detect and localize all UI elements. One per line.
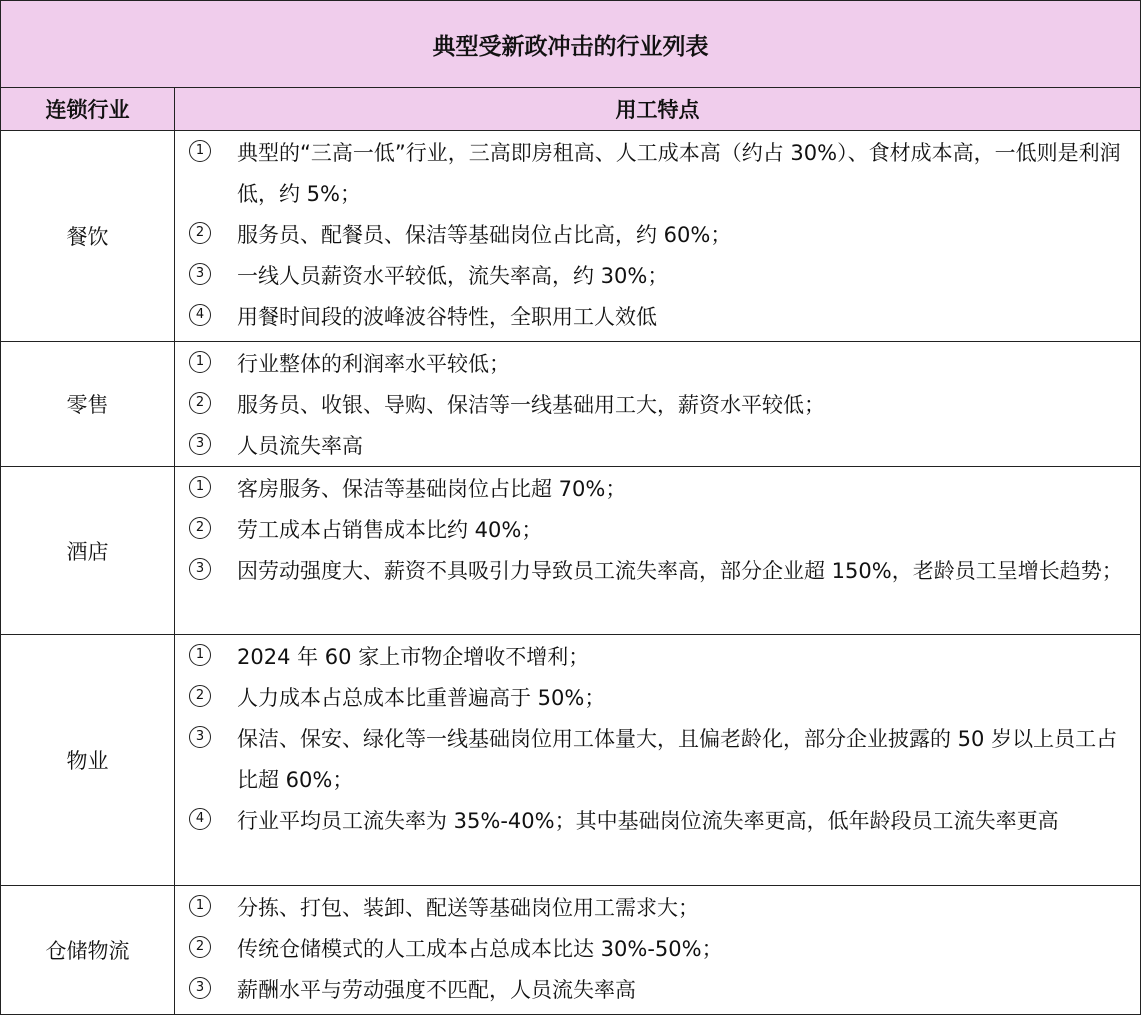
item-text: 人力成本占总成本比重普遍高于 50%； xyxy=(237,686,606,710)
item-number-badge: 2 xyxy=(189,392,211,414)
item-text: 客房服务、保洁等基础岗位占比超 70%； xyxy=(237,477,627,501)
item-number-badge: 3 xyxy=(189,558,211,580)
item-number-badge: 1 xyxy=(189,895,211,917)
item-text: 服务员、收银、导购、保洁等一线基础用工大，薪资水平较低； xyxy=(237,393,825,417)
item-text: 人员流失率高 xyxy=(237,434,363,458)
item-text: 分拣、打包、装卸、配送等基础岗位用工需求大； xyxy=(237,896,699,920)
industry-cell: 仓储物流 xyxy=(0,886,175,1015)
item-text: 服务员、配餐员、保洁等基础岗位占比高，约 60%； xyxy=(237,223,732,247)
item-number-badge: 1 xyxy=(189,644,211,666)
item-text: 薪酬水平与劳动强度不匹配，人员流失率高 xyxy=(237,978,636,1002)
item-text: 行业平均员工流失率为 35%-40%；其中基础岗位流失率更高，低年龄段员工流失率更高 xyxy=(237,809,1059,833)
industry-cell: 物业 xyxy=(0,635,175,886)
item-number-badge: 3 xyxy=(189,433,211,455)
item-text: 用餐时间段的波峰波谷特性，全职用工人效低 xyxy=(237,305,657,329)
item-number-badge: 2 xyxy=(189,685,211,707)
item-number-badge: 1 xyxy=(189,476,211,498)
item-text: 典型的“三高一低”行业，三高即房租高、人工成本高（约占 30%）、食材成本高，一低则是利润低，约 5%； xyxy=(237,141,1121,206)
item-number-badge: 4 xyxy=(189,808,211,830)
header-features: 用工特点 xyxy=(174,88,1141,131)
item-text: 保洁、保安、绿化等一线基础岗位用工体量大，且偏老龄化，部分企业披露的 50 岁以上员工占比超 60%； xyxy=(237,727,1118,792)
item-number-badge: 2 xyxy=(189,517,211,539)
features-cell xyxy=(174,635,1141,886)
item-text: 行业整体的利润率水平较低； xyxy=(237,352,510,376)
item-number-badge: 2 xyxy=(189,936,211,958)
item-text: 一线人员薪资水平较低，流失率高，约 30%； xyxy=(237,264,669,288)
features-cell xyxy=(174,886,1141,1015)
item-text: 因劳动强度大、薪资不具吸引力导致员工流失率高，部分企业超 150%，老龄员工呈增长趋势； xyxy=(237,559,1123,583)
item-number-badge: 3 xyxy=(189,263,211,285)
features-cell xyxy=(174,467,1141,635)
header-industry: 连锁行业 xyxy=(0,88,175,131)
industry-cell: 餐饮 xyxy=(0,131,175,342)
industry-cell: 零售 xyxy=(0,342,175,467)
features-cell xyxy=(174,342,1141,467)
item-number-badge: 2 xyxy=(189,222,211,244)
item-text: 2024 年 60 家上市物企增收不增利； xyxy=(237,645,590,669)
item-number-badge: 1 xyxy=(189,140,211,162)
item-number-badge: 3 xyxy=(189,977,211,999)
item-number-badge: 3 xyxy=(189,726,211,748)
industry-cell: 酒店 xyxy=(0,467,175,635)
item-number-badge: 4 xyxy=(189,304,211,326)
item-text: 传统仓储模式的人工成本占总成本比达 30%-50%； xyxy=(237,937,723,961)
features-cell xyxy=(174,131,1141,342)
table-title: 典型受新政冲击的行业列表 xyxy=(0,0,1141,88)
item-number-badge: 1 xyxy=(189,351,211,373)
item-text: 劳工成本占销售成本比约 40%； xyxy=(237,518,543,542)
